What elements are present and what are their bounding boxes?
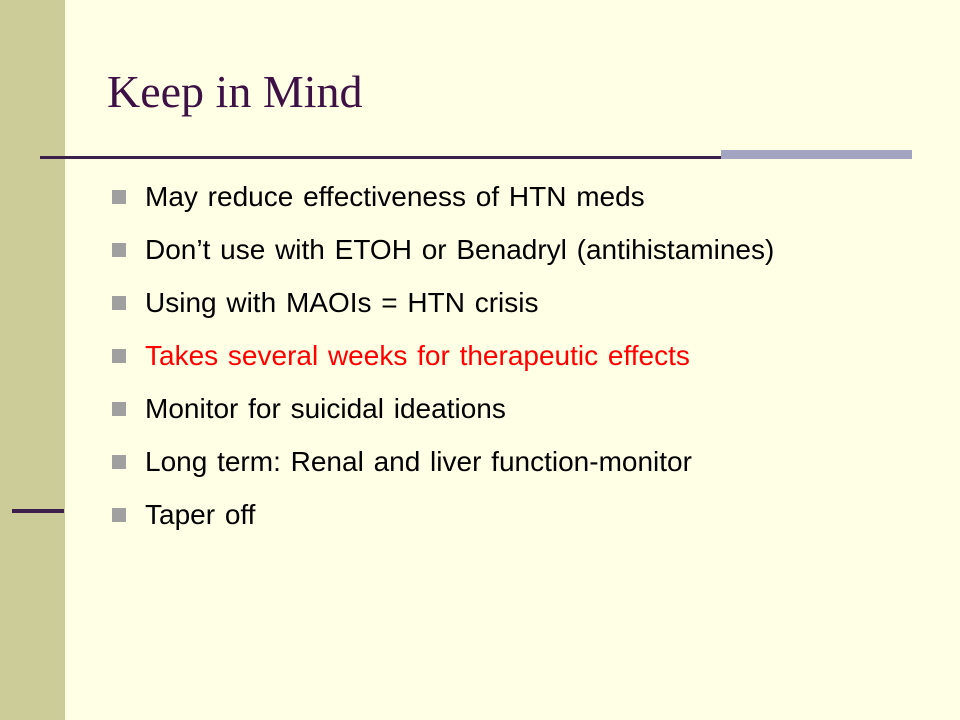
square-bullet-icon: [112, 296, 126, 310]
bullet-list: [112, 180, 932, 551]
bullet-text: Monitor for suicidal ideations: [145, 393, 506, 424]
title-divider-accent: [721, 150, 912, 159]
left-decorative-band: [0, 0, 65, 720]
bullet-item: [112, 445, 932, 479]
square-bullet-icon: [112, 349, 126, 363]
bullet-item-highlighted: [112, 339, 932, 373]
square-bullet-icon: [112, 190, 126, 204]
square-bullet-icon: [112, 455, 126, 469]
bullet-item: [112, 180, 932, 214]
bullet-text: Using with MAOIs = HTN crisis: [145, 287, 539, 318]
bullet-item: [112, 286, 932, 320]
bullet-item: [112, 498, 932, 532]
square-bullet-icon: [112, 508, 126, 522]
square-bullet-icon: [112, 243, 126, 257]
bullet-item: [112, 392, 932, 426]
bullet-text: May reduce effectiveness of HTN meds: [145, 181, 645, 212]
square-bullet-icon: [112, 402, 126, 416]
slide-title: Keep in Mind: [107, 66, 363, 117]
bullet-text: Taper off: [145, 499, 256, 530]
bullet-text: Takes several weeks for therapeutic effects: [145, 340, 690, 371]
bullet-text: Don’t use with ETOH or Benadryl (antihistamines): [145, 234, 775, 265]
bullet-text: Long term: Renal and liver function-monitor: [145, 446, 692, 477]
left-accent-bar: [12, 509, 64, 513]
bullet-item: [112, 233, 932, 267]
